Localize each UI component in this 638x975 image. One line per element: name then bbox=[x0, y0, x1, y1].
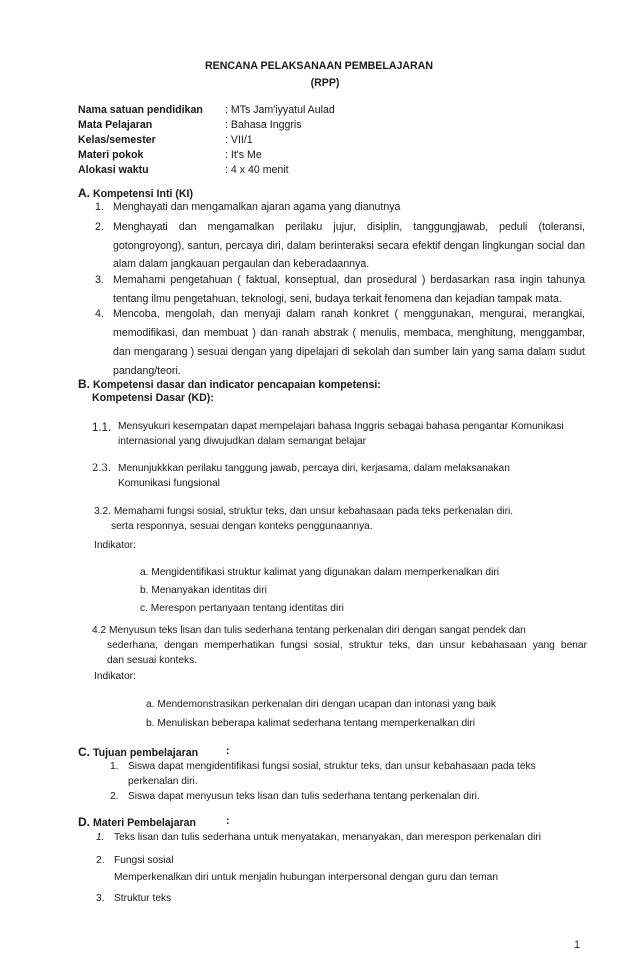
ki-text bbox=[113, 271, 585, 308]
ki-item-1 bbox=[95, 200, 585, 215]
identity-value: : MTs Jam'iyyatul Aulad bbox=[225, 104, 335, 116]
identity-label: Nama satuan pendidikan bbox=[78, 104, 203, 116]
indikator-item: c. Merespon pertanyaan tentang identitas diri bbox=[140, 603, 344, 614]
ki-number: 3. bbox=[95, 274, 104, 286]
materi-item-3 bbox=[96, 892, 586, 907]
materi-line: Teks lisan dan tulis sederhana untuk menyatakan, menanyakan, dan merespon perkenalan diri bbox=[114, 832, 542, 843]
identity-row bbox=[78, 103, 335, 118]
indikator-item: a. Mengidentifikasi struktur kalimat yang digunakan dalam memperkenalkan diri bbox=[140, 567, 500, 578]
section-letter: A. bbox=[78, 186, 90, 200]
indikator-item: b. Menuliskan beberapa kalimat sederhana tentang memperkenalkan diri bbox=[146, 718, 476, 729]
section-letter: D. bbox=[78, 815, 90, 829]
kd-line: Mensyukuri kesempatan dapat mempelajari bahasa Inggris sebagai bahasa pengantar Komunikasi bbox=[118, 421, 564, 432]
kd-text bbox=[118, 420, 564, 450]
kd-line: internasional yang diwujudkan dalam semangat belajar bbox=[118, 435, 367, 447]
materi-item-1 bbox=[96, 831, 586, 846]
materi-line: Fungsi sosial bbox=[114, 855, 174, 866]
identity-value: : VII/1 bbox=[225, 134, 253, 146]
section-title: Materi Pembelajaran bbox=[92, 817, 196, 829]
materi-text bbox=[114, 892, 171, 907]
kd-line: Menunjukkkan perilaku tanggung jawab, percaya diri, kerjasama, dalam melaksanakan bbox=[118, 463, 510, 474]
materi-line: Memperkenalkan diri untuk menjalin hubungan interpersonal dengan guru dan teman bbox=[114, 872, 498, 883]
kd-text bbox=[118, 462, 510, 492]
identity-value: : Bahasa Inggris bbox=[225, 119, 302, 131]
identity-label: Kelas/semester bbox=[78, 134, 156, 146]
page-number: 1 bbox=[574, 939, 580, 951]
kd-line: serta responnya, sesuai dengan konteks penggunaannya. bbox=[111, 520, 373, 532]
indikator-list-1 bbox=[140, 564, 499, 618]
ki-line: Menghayati dan mengamalkan ajaran agama yang dianutnya bbox=[113, 201, 401, 213]
section-letter: B. bbox=[78, 377, 90, 391]
ki-text bbox=[113, 200, 400, 215]
section-c-heading bbox=[78, 744, 378, 761]
section-title: Kompetensi Inti (KI) bbox=[92, 188, 194, 200]
kd-item-2-3 bbox=[92, 462, 592, 492]
materi-number: 2. bbox=[96, 855, 105, 866]
indikator-item: a. Mendemonstrasikan perkenalan diri dengan ucapan dan intonasi yang baik bbox=[146, 699, 497, 710]
identity-label: Materi pokok bbox=[78, 149, 144, 161]
tujuan-item-1 bbox=[110, 760, 590, 790]
ki-number: 4. bbox=[95, 308, 104, 320]
kd-line: dan sesuai konteks. bbox=[107, 654, 198, 666]
tujuan-text bbox=[128, 790, 480, 805]
ki-number: 2. bbox=[95, 221, 104, 233]
indikator-label: Indikator: bbox=[94, 540, 136, 551]
identity-value: : It's Me bbox=[225, 149, 262, 161]
ki-item-2 bbox=[95, 218, 585, 274]
ki-line: tentang ilmu pengetahuan, teknologi, seni, budaya terkait fenomena dan kejadian tampak mata. bbox=[113, 292, 562, 305]
identity-table bbox=[78, 103, 335, 178]
section-colon: : bbox=[226, 745, 230, 757]
materi-line: Struktur teks bbox=[114, 893, 172, 904]
kd-4-2 bbox=[92, 624, 587, 668]
title-line-2: (RPP) bbox=[310, 77, 340, 89]
kd-line: 4.2 Menyusun teks lisan dan tulis sederhana tentang perkenalan diri dengan sangat pendek dan bbox=[92, 625, 526, 636]
ki-text bbox=[113, 305, 585, 381]
indikator-item: b. Menanyakan identitas diri bbox=[140, 585, 267, 596]
tujuan-line: perkenalan diri. bbox=[128, 775, 198, 787]
materi-text bbox=[114, 852, 498, 886]
kd-number: 2.3. bbox=[92, 463, 112, 474]
tujuan-text bbox=[128, 760, 536, 790]
tujuan-line: Siswa dapat menyusun teks lisan dan tulis sederhana tentang perkenalan diri. bbox=[128, 791, 480, 802]
kd-line: sederhana, dengan memperhatikan fungsi sosial, struktur teks, dan unsur kebahasaan yang benar bbox=[107, 639, 587, 651]
ki-line: Mencoba, mengolah, dan menyaji dalam ranah konkret ( menggunakan, mengurai, merangkai, bbox=[113, 308, 585, 320]
ki-line: memodifikasi, dan membuat ) dan ranah abstrak ( menulis, membaca, menghitung, menggambar, bbox=[113, 327, 585, 339]
section-title: Kompetensi dasar dan indicator pencapaian kompetensi: bbox=[92, 379, 381, 391]
identity-row bbox=[78, 133, 335, 148]
section-letter: C. bbox=[78, 745, 90, 759]
ki-line: dan mengarang ) sesuai dengan yang dipelajari di sekolah dan sumber lain yang sama dalam sudut bbox=[113, 346, 585, 358]
ki-line: Menghayati dan mengamalkan perilaku jujur, disiplin, tanggungjawab, peduli (toleransi, bbox=[113, 221, 585, 233]
identity-label: Mata Pelajaran bbox=[78, 119, 153, 131]
tujuan-number: 1. bbox=[110, 761, 119, 772]
ki-item-4 bbox=[95, 305, 585, 381]
ki-line: gotongroyong), santun, percaya diri, dalam berinteraksi secara efektif dengan lingkungan social dan bbox=[113, 239, 585, 252]
kd-subheading: Kompetensi Dasar (KD): bbox=[92, 392, 214, 404]
materi-text bbox=[114, 831, 541, 846]
identity-label: Alokasi waktu bbox=[78, 164, 149, 176]
kd-line: 3.2. Memahami fungsi sosial, struktur teks, dan unsur kebahasaan pada teks perkenalan diri. bbox=[94, 506, 514, 517]
materi-number: 1. bbox=[96, 832, 105, 843]
kd-item-1-1 bbox=[92, 420, 592, 450]
ki-text bbox=[113, 218, 585, 274]
kd-3-2 bbox=[94, 505, 594, 535]
ki-number: 1. bbox=[95, 201, 104, 213]
ki-line: pandang/teori. bbox=[113, 365, 181, 377]
tujuan-item-2 bbox=[110, 790, 590, 805]
ki-item-3 bbox=[95, 271, 585, 308]
identity-value: : 4 x 40 menit bbox=[225, 164, 289, 176]
indikator-label-2: Indikator: bbox=[94, 671, 136, 682]
kd-number: 1.1. bbox=[92, 422, 112, 434]
tujuan-number: 2. bbox=[110, 791, 119, 802]
identity-row bbox=[78, 148, 335, 163]
ki-line: alam dalam jangkauan pergaulan dan keberadaannya. bbox=[113, 258, 370, 270]
section-colon: : bbox=[226, 815, 230, 827]
section-title: Tujuan pembelajaran bbox=[92, 747, 199, 759]
materi-number: 3. bbox=[96, 893, 105, 904]
identity-row bbox=[78, 118, 335, 133]
title-line-1: RENCANA PELAKSANAAN PEMBELAJARAN bbox=[205, 60, 433, 72]
section-d-heading bbox=[78, 814, 378, 831]
materi-item-2 bbox=[96, 852, 586, 886]
tujuan-line: Siswa dapat mengidentifikasi fungsi sosial, struktur teks, dan unsur kebahasaan pada teks bbox=[128, 761, 536, 772]
indikator-list-2 bbox=[146, 695, 496, 733]
identity-row bbox=[78, 163, 335, 178]
kd-line: Komunikasi fungsional bbox=[118, 477, 220, 489]
ki-line: Memahami pengetahuan ( faktual, konseptual, dan prosedural ) berdasarkan rasa ingin tahunya bbox=[113, 274, 585, 286]
